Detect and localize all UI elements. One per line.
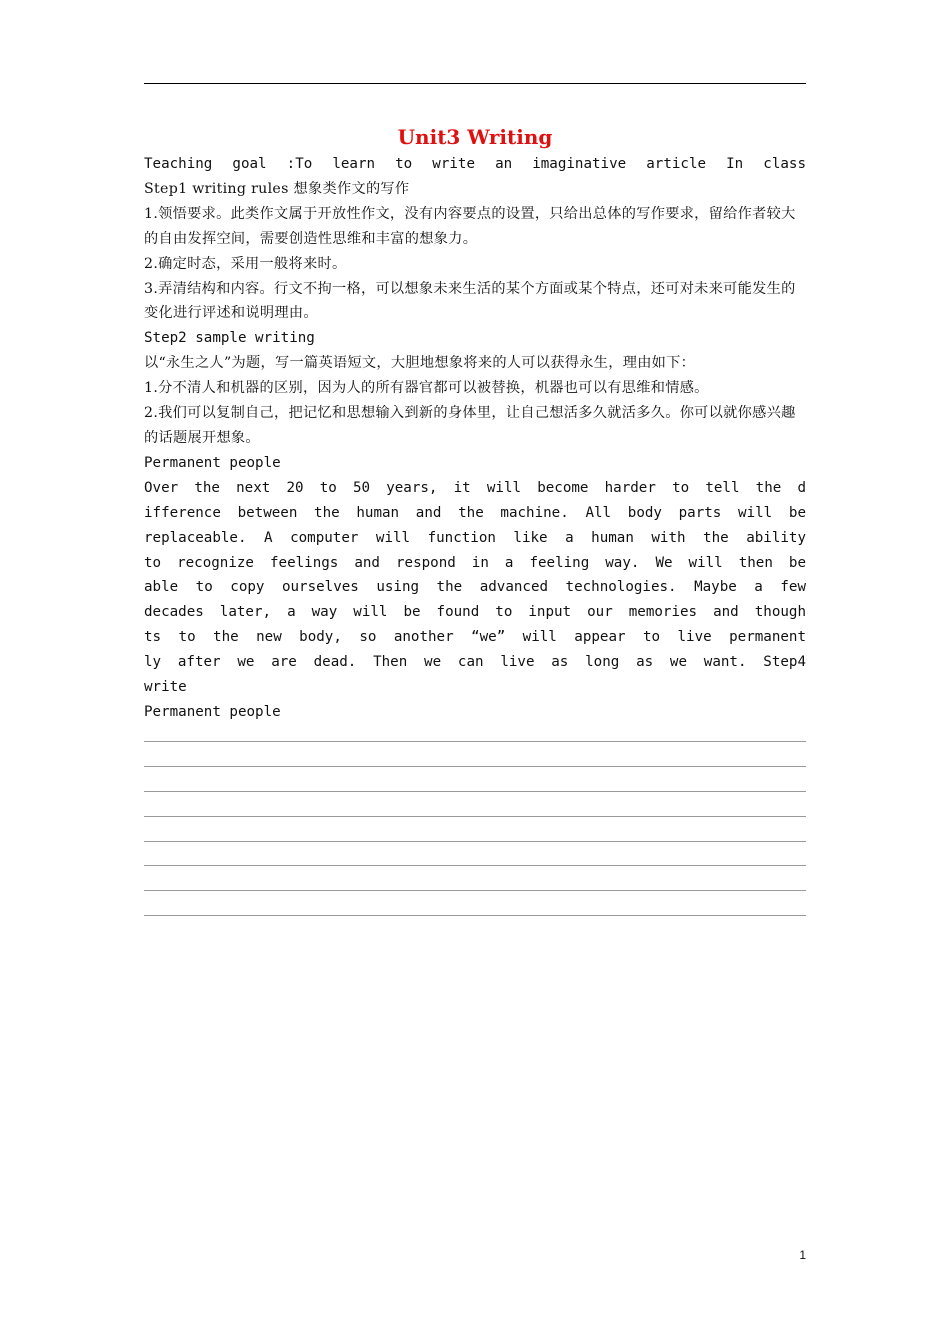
answer-line — [144, 841, 806, 866]
prompt-intro: 以“永生之人”为题，写一篇英语短文，大胆地想象将来的人可以获得永生，理由如下： — [144, 355, 696, 372]
rule-3: 3.弄清结构和内容。行文不拘一格，可以想象未来生活的某个方面或某个特点，还可对未来可能发生的变化进行评述和说明理由。 — [144, 280, 796, 322]
prompt-1: 1.分不清人和机器的区别，因为人的所有器官都可以被替换，机器也可以有思维和情感。 — [144, 380, 709, 397]
teaching-goal: Teaching goal :To learn to write an imaginative article In class — [144, 156, 806, 172]
sample-line: ifference between the human and the machine. All body parts will be — [144, 504, 806, 521]
sample-line: replaceable. A computer will function like a human with the ability — [144, 529, 806, 546]
answer-lines — [144, 741, 806, 940]
step1-heading: Step1 writing rules 想象类作文的写作 — [144, 180, 410, 197]
answer-line — [144, 816, 806, 841]
answer-line — [144, 915, 806, 940]
sample-line: to recognize feelings and respond in a feeling way. We will then be — [144, 554, 806, 571]
answer-line — [144, 766, 806, 791]
page-title: Unit3 Writing — [397, 125, 553, 149]
header-rule — [144, 83, 806, 84]
write-title: Permanent people — [144, 703, 281, 720]
sample-line: decades later, a way will be found to input our memories and though — [144, 604, 806, 621]
rule-2: 2.确定时态，采用一般将来时。 — [144, 255, 347, 272]
rule-1: 1.领悟要求。此类作文属于开放性作文，没有内容要点的设置，只给出总体的写作要求，留给作者较大的自由发挥空间，需要创造性思维和丰富的想象力。 — [144, 205, 796, 247]
answer-line — [144, 741, 806, 766]
sample-line: Over the next 20 to 50 years, it will become harder to tell the d — [144, 479, 806, 496]
answer-line — [144, 890, 806, 915]
answer-line — [144, 865, 806, 890]
sample-line: write — [144, 679, 187, 696]
page-number: 1 — [799, 1248, 806, 1262]
answer-line — [144, 791, 806, 816]
sample-line: able to copy ourselves using the advanced technologies. Maybe a few — [144, 579, 806, 596]
sample-line: ts to the new body, so another “we” will appear to live permanent — [144, 629, 806, 646]
sample-title: Permanent people — [144, 454, 281, 471]
step2-heading: Step2 sample writing — [144, 330, 315, 347]
sample-line: ly after we are dead. Then we can live as long as we want. Step4 — [144, 654, 806, 671]
document-body — [144, 124, 806, 725]
sample-essay — [144, 476, 806, 700]
prompt-2: 2.我们可以复制自己，把记忆和思想输入到新的身体里，让自己想活多久就活多久。你可以就你感兴趣的话题展开想象。 — [144, 405, 796, 446]
